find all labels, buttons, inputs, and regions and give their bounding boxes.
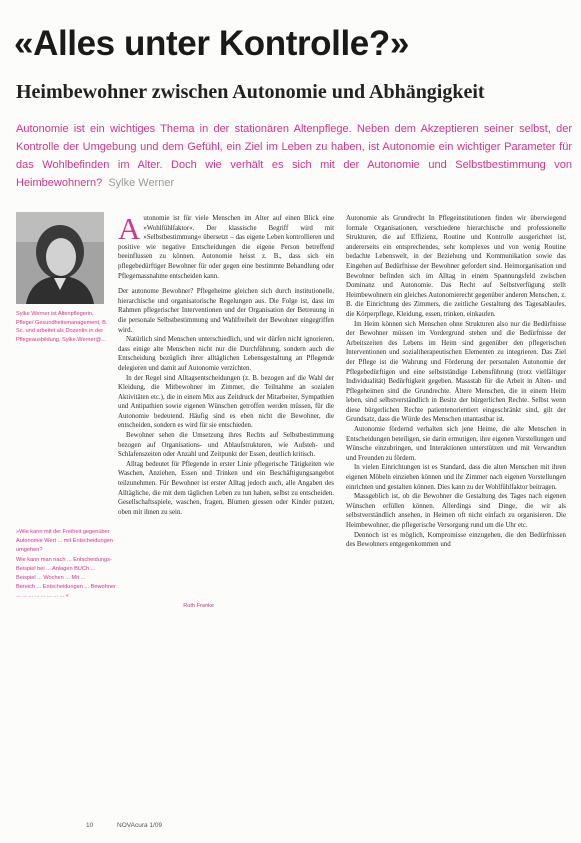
lead-author: Sylke Werner (108, 177, 175, 189)
body-paragraph: Der autonome Bewohner? Pflegeheime gleichen sich durch institutionelle, hierarchische und organisatorische Regelungen aus. Die Folge ist, dass im Rahmen pflegerischer Interventionen und der Organisation der Betreuung in die personale Selbstbestimmung und Wahlfreiheit der Bewohner eingegriffen wird. (118, 288, 334, 334)
paragraph-text: utonomie ist für viele Menschen im Alter auf einen Blick eine »Wohlfühlfaktor«. Der klassische Begriff wird mit »Selbstbestimmung« übersetzt – das eigene Leben kontrollieren und positive wie negative Entscheidungen die eigene Person betreffend beeinflussen zu können. Autonomie heisst z. B., dass sich ein pflegebedürftiger Bewohner für oder gegen eine bestimmte Behandlung oder Pflegemassnahme entscheiden kann. (118, 215, 334, 280)
body-column-right (346, 214, 566, 832)
quote-line: Beispiel ... Wochen ... Mit ... (16, 575, 86, 582)
body-paragraph: Dennoch ist es möglich, Kompromisse einzugehen, die den Bedürfnissen des Bewohners entgegenkommen und (346, 531, 566, 549)
author-photo (16, 212, 104, 304)
body-paragraph: Autonomie als Grundrecht In Pflegeinstitutionen finden wir überwiegend formale Organisationen, verschiedene hierarchische und professionelle Strukturen, die auf Effizienz, Routine und Kontrolle ausgerichtet ist, andererseits ein entsprechendes, sehr komplexes und von wenig Routine bedachte Lebenswelt, in der Beziehung und Kommunikation sowie das Eingehen auf Bedürfnisse der Bewohner gefordert sind. Heimorganisation und Bewohner befinden sich im Alltag in einem Spannungsfeld zwischen Dominanz und Autonomie. Das Recht auf Selbstverfügung stellt Heimbewohnern ein gleiches Autonomierecht gegenüber anderen Menschen, z. B. die Einrichtung des Zimmers, die zeitliche Gestaltung des Tagesablaufes, die Körperpflege, Kleidung, essen, trinken, einkaufen. (346, 215, 566, 318)
body-column-left (118, 214, 334, 832)
body-paragraph: Bewohner sehen die Umsetzung ihres Rechts auf Selbstbestimmung bezogen auf Organisations- und Ablaufstrukturen, wie Aufsteh- und Schlafenszeiten oder Anzahl und Zeitpunkt der Essen, deutlich kritisch. (118, 432, 334, 459)
article-subtitle: Heimbewohner zwischen Autonomie und Abhängigkeit (16, 81, 485, 103)
article-lead (16, 120, 572, 192)
quote-line: Beispiel bei ... Anlagen BUCh ... (16, 565, 96, 572)
body-paragraph: Alltag bedeutet für Pflegende in erster Linie pflegerische Tätigkeiten wie Waschen, Anziehen, Essen und Trinken und ein Beschäftigungsangebot teilzunehmen. Für Bewohner ist erster Alltag jedoch auch, alle Angaben des Alltägliche, die mit dem täglichen Leben zu tun haben, selbst zu entscheiden. Gesellschaftsspiele, waschen, fragen, Blumen giessen oder Kinder putzen, oben mit ihnen zu sein. (118, 460, 334, 516)
lead-text: Autonomie ist ein wichtiges Thema in der stationären Altenpflege. Neben dem Akzeptieren seiner selbst, der Kontrolle der Umgebung und dem Gefühl, ein Ziel im Leben zu haben, ist Autonomie ein wichtiger Parameter für das Wohlbefinden im Alter. Doch wie verhält es sich mit der Autonomie und Selbstbestimmung von Heimbewohnern? (16, 123, 572, 189)
author-caption: Sylke Werner ist Altenpflegerin, Pflege/ Gesundheitsmanagement, B. Sc. und arbeitet als Dozentin in der Pflegeausbildung. Sylke.Werner@... (16, 311, 108, 343)
journal-issue: NOVAcura 1/09 (117, 822, 163, 829)
quote-line: Bereich ... Entscheidungen ... Bewohner (16, 584, 116, 591)
quote-line: Autonomie Wert ... mit Entscheidungen (16, 538, 113, 545)
body-paragraph: In vielen Einrichtungen ist es Standard, dass die alten Menschen mit ihren eigenen Möbeln einziehen können und ihr Zimmer nach eigenen Vorstellungen einrichten und gestalten können. Dies kann zu der Wohlfühlfaktor beitragen. (346, 464, 566, 491)
body-paragraph: In der Regel sind Alltagsentscheidungen (z. B. bezogen auf die Wahl der Kleidung, die Mitbewohner im Zimmer, die Teilnahme an sozialen Aktivitäten etc.), die in einem Mix aus Zeitdruck der Mitarbeiter, Sympathien und Antipathien sowie eigenen Wünschen getroffen werden müssen, für die Autonomie bedeutend. Häufig sind es eben nicht die Bewohner, die entscheiden, sondern es wird für sie entschieden. (118, 374, 334, 430)
body-paragraph: Natürlich sind Menschen unterschiedlich, und wir dürfen nicht ignorieren, dass einige alte Menschen nicht nur die Durchführung, sondern auch die Entscheidung bezüglich ihrer alltäglichen Lebensgestaltung an Pflegende delegieren und damit auf Autonomie verzichten. (118, 336, 334, 372)
body-paragraph (118, 214, 334, 281)
quote-author: Ruth Franke (183, 602, 214, 609)
article-title: «Alles unter Kontrolle?» (14, 24, 409, 63)
page-number: 10 (86, 822, 94, 829)
quote-line: umgehen? (16, 547, 43, 554)
drop-cap: A (118, 214, 141, 246)
quote-line: »Wie kann mit der Freiheit gegenüber (16, 529, 110, 535)
page-footer (86, 822, 162, 829)
quote-line: ... ... ... ... ... ... ... ... « (16, 593, 69, 600)
body-paragraph: Massgeblich ist, ob die Bewohner die Gestaltung des Tages nach eigenen Wünschen erfüllen können. Allerdings sind Dinge, die wir als selbstverständlich ansehen, in Heimen oft nicht einfach zu organisieren. Die Heimbewohner, die pflegerische Versorgung rund um die Uhr etc. (346, 493, 566, 529)
body-paragraph: Im Heim können sich Menschen ohne Strukturen also nur die Bedürfnisse der Bewohner müssen im Vordergrund stehen und die Bedürfnisse der Arbeitszeiten des Lebens im Heim sind gegenüber den pflegerischen Interventionen und sozialtherapeutischen Elementen zu integrieren. Das Ziel der Pflege ist die Wahrung und Förderung der personalen Autonomie der Pflegebedürftigen und eine selbstständige Lebensführung (trotz vielfältiger Individualität) Bedürftigkeit gegeben. Massstab für die Arbeit in Alten- und Pflegeheimen sind die Grundrechte. Ältere Menschen, die in einem Heim leben, sind selbstverständlich in Besitz der bürgerlichen Rechte. Selbst wenn diese bürgerlichen Rechte patientenorientiert eingeschränkt sind, gilt der Grundsatz, dass die Würde des Menschen unantastbar ist. (346, 320, 566, 424)
body-paragraph: Autonomie fördernd verhalten sich jene Heime, die alte Menschen in Entscheidungen beteiligen, sie darin ermutigen, ihre eigenen Vorstellungen und Wünsche einzubringen, und Interaktionen unterstützen und mit Verwandten und Freunden zu fördern. (346, 426, 566, 462)
author-portrait-image (16, 212, 104, 304)
quote-line: Wie kann man nach ... Entscheidungs- (16, 556, 112, 563)
